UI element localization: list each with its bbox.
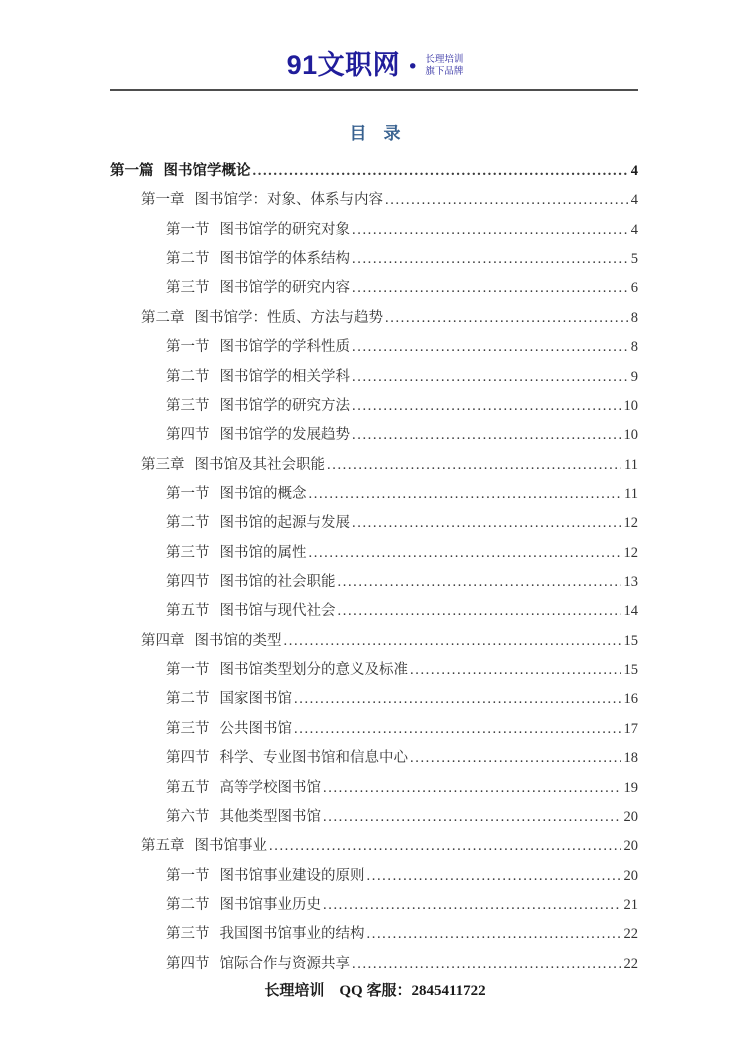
toc-entry-page: 10 — [623, 427, 638, 444]
toc-entry-label: 第三章 — [141, 456, 185, 473]
toc-entry-label: 第一节 — [166, 221, 210, 238]
toc-entry-page: 22 — [623, 926, 638, 943]
dot-leader — [352, 245, 628, 274]
toc-entry-label: 第三节 — [166, 720, 210, 737]
toc-entry-label: 第六节 — [166, 808, 210, 825]
brand-tagline — [425, 54, 463, 78]
toc-entry — [110, 803, 638, 832]
toc-entry-title: 图书馆学概论 — [163, 163, 251, 179]
toc-entry-title: 科学、专业图书馆和信息中心 — [219, 750, 408, 767]
dot-leader — [309, 539, 621, 568]
toc-entry-title: 图书馆学的研究对象 — [219, 221, 350, 238]
dot-leader — [352, 421, 621, 450]
dot-leader — [367, 920, 621, 949]
toc-entry-label: 第一篇 — [110, 163, 154, 179]
header-divider — [110, 89, 638, 91]
toc-entry-title: 图书馆学：性质、方法与趋势 — [194, 309, 383, 326]
toc-entry-title: 图书馆学的学科性质 — [219, 339, 350, 356]
dot-leader — [294, 715, 621, 744]
toc-entry-page: 19 — [623, 779, 638, 796]
toc-entry-label: 第五节 — [166, 779, 210, 796]
toc-entry — [110, 685, 638, 714]
toc-entry-title: 图书馆的起源与发展 — [219, 515, 350, 532]
toc-entry — [110, 157, 638, 186]
toc-entry — [110, 451, 638, 480]
toc-entry-label: 第四节 — [166, 427, 210, 444]
logo-bullet-icon: • — [407, 55, 419, 78]
page-header — [0, 50, 750, 80]
toc-entry-title: 公共图书馆 — [219, 720, 292, 737]
toc-entry-page: 17 — [623, 720, 638, 737]
dot-leader — [352, 333, 628, 362]
toc-entry-title: 图书馆学的相关学科 — [219, 368, 350, 385]
toc-entry-label: 第三节 — [166, 280, 210, 297]
toc-entry-title: 图书馆学的体系结构 — [219, 251, 350, 268]
toc-entry-label: 第三节 — [166, 544, 210, 561]
toc-entry — [110, 920, 638, 949]
tagline-line2: 旗下品牌 — [425, 66, 464, 77]
toc-entry — [110, 950, 638, 979]
toc-entry-page: 5 — [630, 251, 638, 268]
toc-entry-page: 11 — [624, 456, 638, 473]
brand-logo: 91文职网 — [286, 50, 401, 80]
toc-entry-page: 20 — [623, 867, 638, 884]
toc-entry-title: 图书馆学的研究内容 — [219, 280, 350, 297]
dot-leader — [323, 803, 621, 832]
toc-entry-title: 图书馆的属性 — [219, 544, 307, 561]
toc-entry-page: 13 — [623, 574, 638, 591]
toc-entry-title: 图书馆的概念 — [219, 485, 307, 502]
toc-entry-label: 第二节 — [166, 251, 210, 268]
footer-text: 长理培训 QQ 客服：2845411722 — [264, 983, 486, 999]
toc-entry-page: 12 — [623, 515, 638, 532]
toc-entry-page: 21 — [623, 896, 638, 913]
page-footer — [0, 982, 750, 1000]
toc-entry-page: 9 — [630, 368, 638, 385]
tagline-line1: 长理培训 — [425, 54, 464, 65]
toc-entry — [110, 715, 638, 744]
toc-entry-label: 第四节 — [166, 574, 210, 591]
toc-entry-label: 第三节 — [166, 926, 210, 943]
toc-entry — [110, 186, 638, 215]
dot-leader — [410, 744, 621, 773]
toc-entry-title: 图书馆学的研究方法 — [219, 397, 350, 414]
toc-entry — [110, 392, 638, 421]
toc-entry-label: 第二章 — [141, 309, 185, 326]
toc-entry-label: 第一节 — [166, 339, 210, 356]
toc-entry-title: 图书馆的类型 — [194, 632, 282, 649]
dot-leader — [284, 627, 621, 656]
toc-entry — [110, 744, 638, 773]
toc-list — [110, 157, 638, 979]
toc-entry-title: 图书馆学：对象、体系与内容 — [194, 192, 383, 209]
toc-entry-page: 8 — [630, 309, 638, 326]
toc-entry — [110, 597, 638, 626]
toc-entry-label: 第二节 — [166, 896, 210, 913]
toc-entry-title: 国家图书馆 — [219, 691, 292, 708]
toc-entry-label: 第二节 — [166, 691, 210, 708]
toc-entry-page: 4 — [630, 221, 638, 238]
toc-entry-label: 第三节 — [166, 397, 210, 414]
toc-entry-label: 第一节 — [166, 662, 210, 679]
toc-entry-label: 第四节 — [166, 955, 210, 972]
toc-entry — [110, 304, 638, 333]
toc-entry-label: 第四节 — [166, 750, 210, 767]
toc-entry-title: 我国图书馆事业的结构 — [219, 926, 365, 943]
toc-entry — [110, 509, 638, 538]
toc-entry-page: 6 — [630, 280, 638, 297]
dot-leader — [410, 656, 621, 685]
dot-leader — [352, 509, 621, 538]
toc-entry-title: 图书馆的社会职能 — [219, 574, 336, 591]
toc-entry-title: 图书馆事业建设的原则 — [219, 867, 365, 884]
toc-entry-page: 15 — [623, 662, 638, 679]
toc-entry-title: 图书馆及其社会职能 — [194, 456, 325, 473]
dot-leader — [352, 392, 621, 421]
toc-entry-page: 4 — [630, 192, 638, 209]
toc-entry-label: 第二节 — [166, 368, 210, 385]
toc-entry-page: 4 — [630, 163, 638, 179]
toc-entry — [110, 363, 638, 392]
toc-entry-title: 图书馆与现代社会 — [219, 603, 336, 620]
toc-entry-page: 18 — [623, 750, 638, 767]
toc-entry-title: 其他类型图书馆 — [219, 808, 321, 825]
dot-leader — [367, 862, 621, 891]
toc-entry-page: 20 — [623, 838, 638, 855]
toc-entry-label: 第五章 — [141, 838, 185, 855]
dot-leader — [352, 950, 621, 979]
toc-entry — [110, 421, 638, 450]
dot-leader — [309, 480, 622, 509]
toc-entry — [110, 774, 638, 803]
toc-entry — [110, 539, 638, 568]
toc-entry-page: 14 — [623, 603, 638, 620]
toc-entry — [110, 891, 638, 920]
toc-entry-page: 8 — [630, 339, 638, 356]
toc-entry-page: 12 — [623, 544, 638, 561]
toc-entry — [110, 216, 638, 245]
dot-leader — [352, 216, 628, 245]
toc-entry-label: 第一节 — [166, 485, 210, 502]
toc-entry-label: 第四章 — [141, 632, 185, 649]
toc-entry-label: 第一节 — [166, 867, 210, 884]
dot-leader — [294, 685, 621, 714]
dot-leader — [253, 157, 628, 186]
toc-entry — [110, 832, 638, 861]
toc-entry — [110, 656, 638, 685]
toc-entry-page: 10 — [623, 397, 638, 414]
toc-entry-page: 20 — [623, 808, 638, 825]
toc-entry-title: 图书馆类型划分的意义及标准 — [219, 662, 408, 679]
dot-leader — [385, 186, 628, 215]
toc-entry — [110, 568, 638, 597]
toc-entry-title: 图书馆事业历史 — [219, 896, 321, 913]
page-title: 目 录 — [349, 124, 401, 143]
toc-entry — [110, 245, 638, 274]
dot-leader — [338, 597, 621, 626]
dot-leader — [338, 568, 621, 597]
dot-leader — [352, 274, 628, 303]
toc-entry-title: 馆际合作与资源共享 — [219, 955, 350, 972]
toc-entry-label: 第二节 — [166, 515, 210, 532]
toc-entry-title: 图书馆学的发展趋势 — [219, 427, 350, 444]
toc-entry-page: 16 — [623, 691, 638, 708]
dot-leader — [269, 832, 621, 861]
dot-leader — [323, 774, 621, 803]
toc-entry-page: 11 — [624, 485, 638, 502]
toc-entry — [110, 862, 638, 891]
toc-entry — [110, 274, 638, 303]
toc-entry-page: 22 — [623, 955, 638, 972]
dot-leader — [385, 304, 628, 333]
toc-entry-title: 高等学校图书馆 — [219, 779, 321, 796]
toc-entry — [110, 627, 638, 656]
toc-entry-label: 第五节 — [166, 603, 210, 620]
toc-entry-title: 图书馆事业 — [194, 838, 267, 855]
dot-leader — [327, 451, 621, 480]
toc-entry-label: 第一章 — [141, 192, 185, 209]
dot-leader — [323, 891, 621, 920]
dot-leader — [352, 363, 628, 392]
toc-entry-page: 15 — [623, 632, 638, 649]
toc-entry — [110, 480, 638, 509]
toc-entry — [110, 333, 638, 362]
